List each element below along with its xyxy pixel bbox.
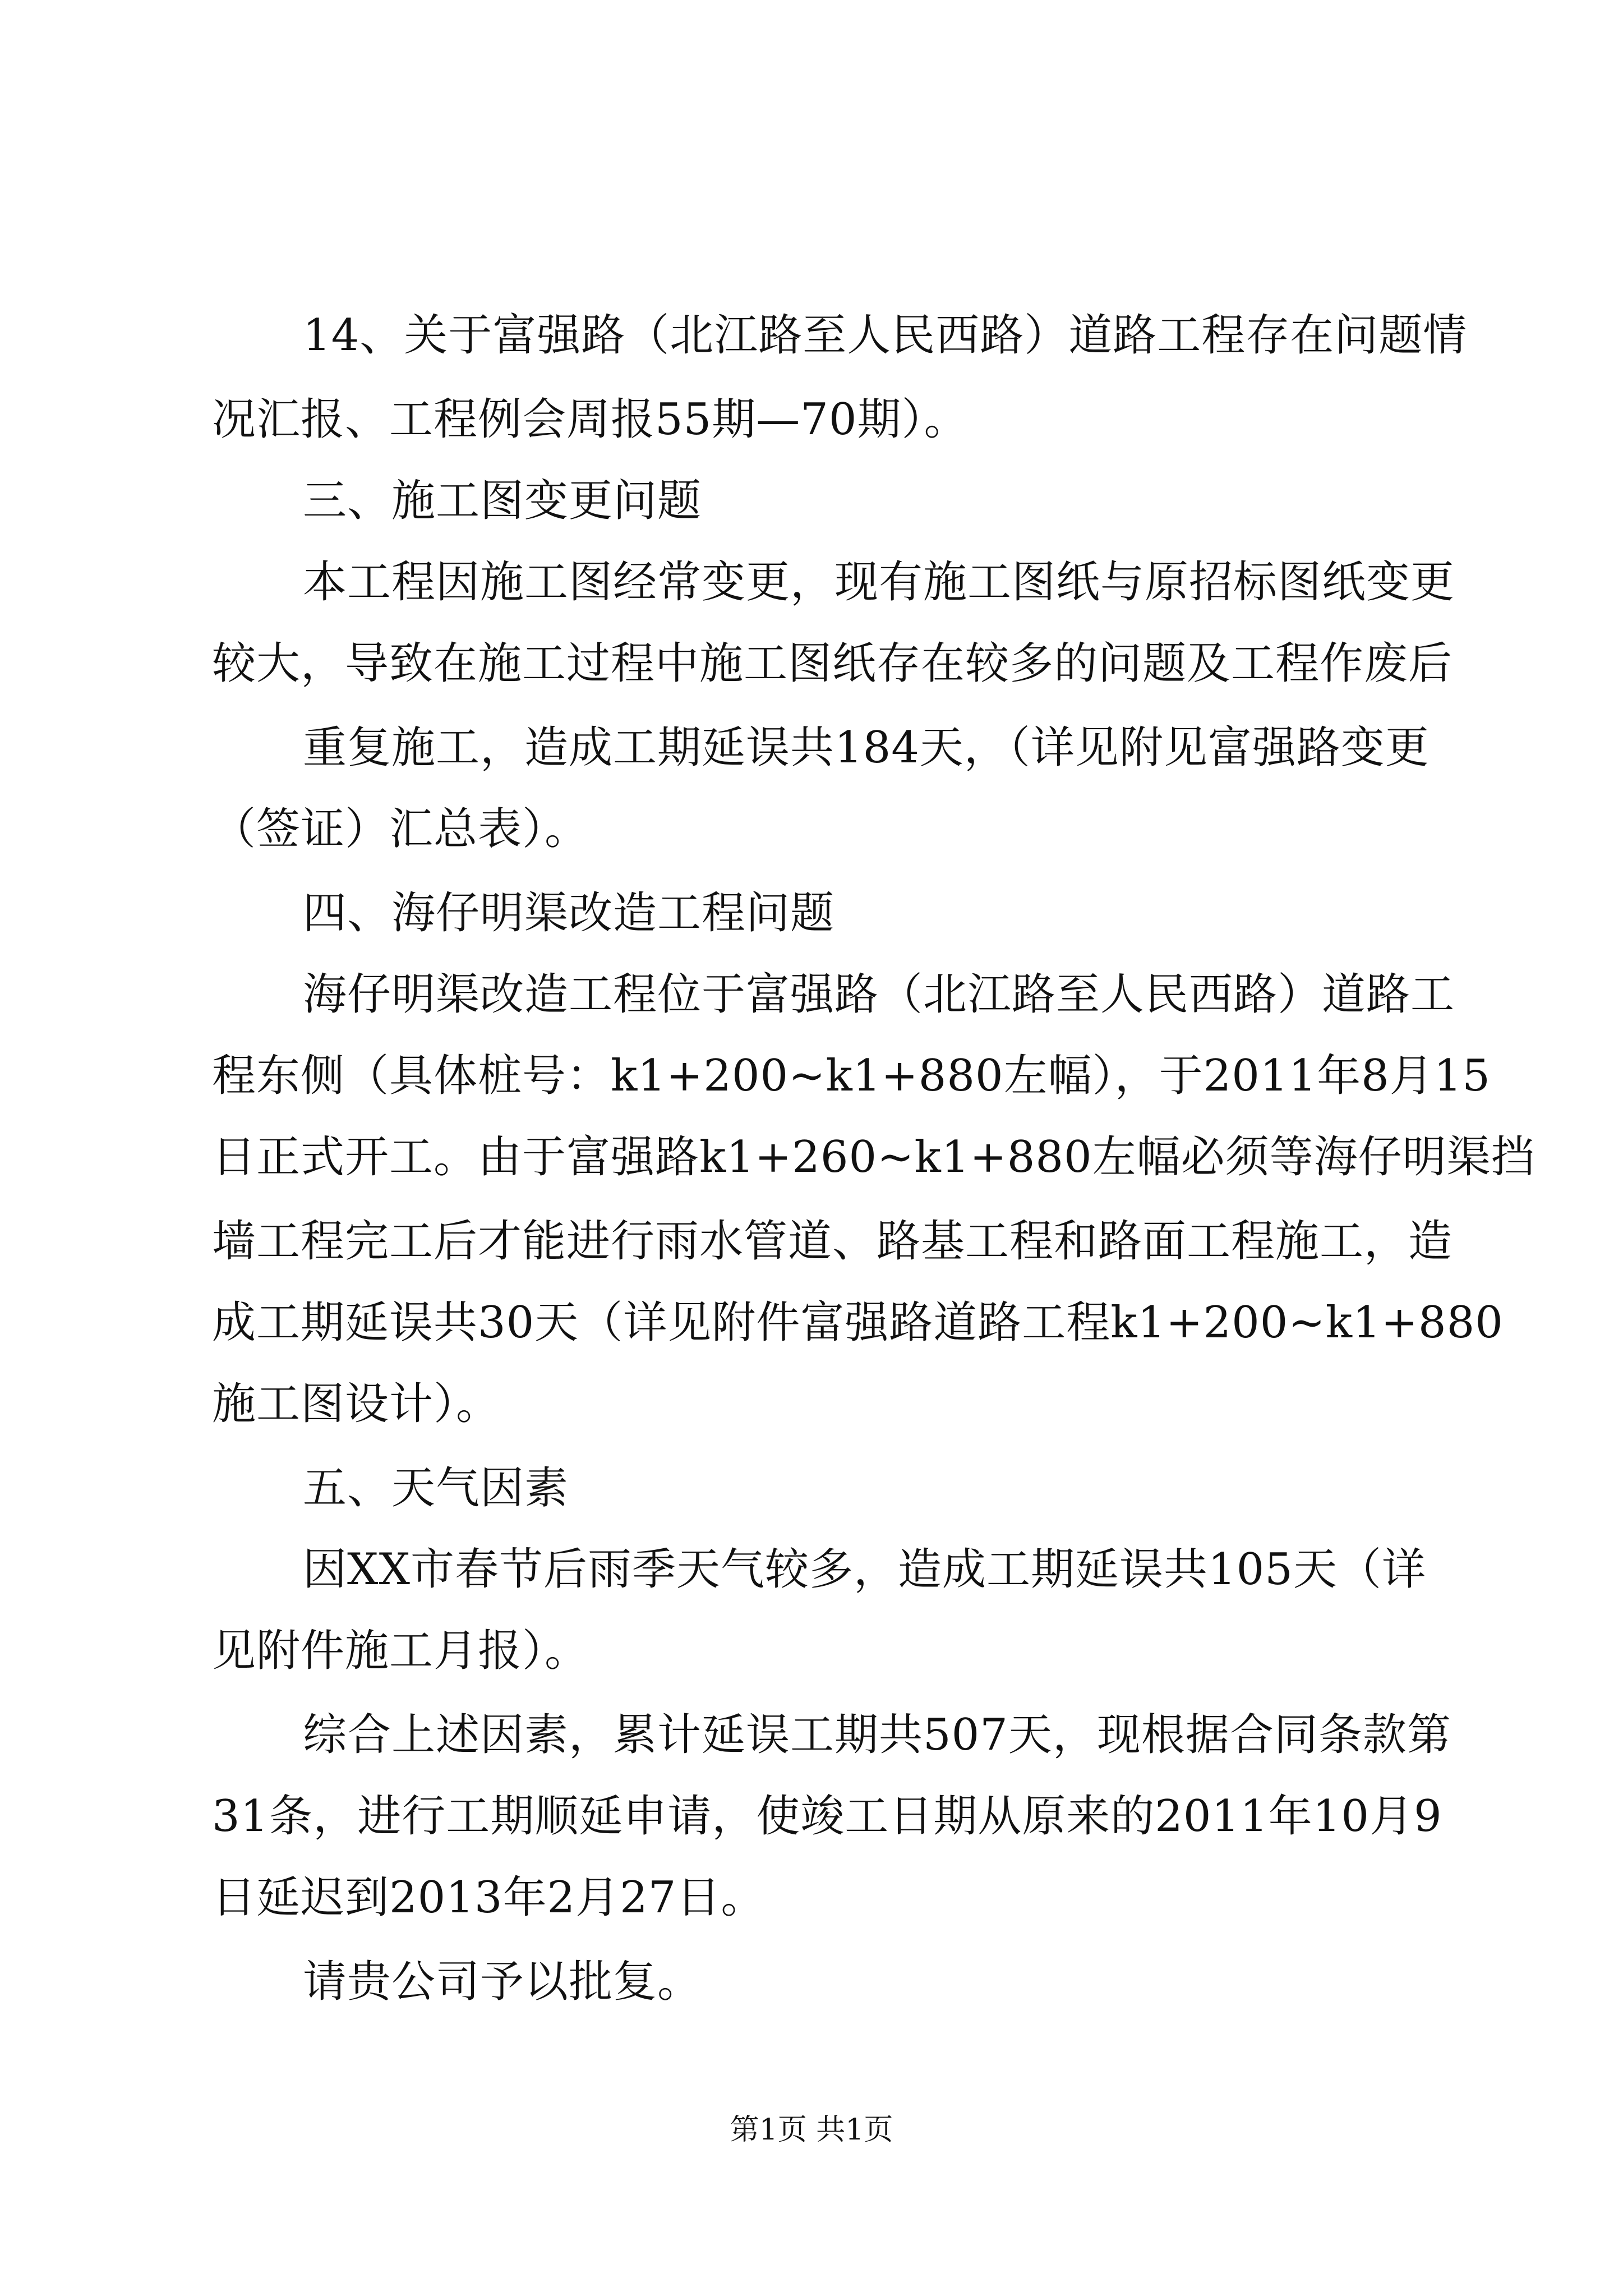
paragraph-line: 日正式开工。由于富强路k1+260~k1+880左幅必须等海仔明渠挡 (212, 1132, 1536, 1182)
closing-line: 请贵公司予以批复。 (303, 1957, 702, 2007)
paragraph-line: 本工程因施工图经常变更，现有施工图纸与原招标图纸变更 (303, 557, 1455, 608)
paragraph-line: 日延迟到2013年2月27日。 (212, 1872, 766, 1923)
paragraph-line: 14、关于富强路（北江路至人民西路）道路工程存在问题情 (303, 310, 1468, 361)
paragraph-line: 墙工程完工后才能进行雨水管道、路基工程和路面工程施工，造 (212, 1216, 1453, 1267)
paragraph-line: 见附件施工月报）。 (212, 1626, 589, 1676)
paragraph-line: 因XX市春节后雨季天气较多，造成工期延误共105天（详 (303, 1544, 1426, 1595)
paragraph-line: 海仔明渠改造工程位于富强路（北江路至人民西路）道路工 (303, 969, 1455, 1020)
paragraph-line: 成工期延误共30天（详见附件富强路道路工程k1+200~k1+880 (212, 1297, 1504, 1348)
paragraph-line: 较大，导致在施工过程中施工图纸存在较多的问题及工程作废后 (212, 638, 1453, 689)
section-heading: 五、天气因素 (303, 1463, 569, 1513)
paragraph-line: 31条，进行工期顺延申请，使竣工日期从原来的2011年10月9 (212, 1791, 1442, 1842)
paragraph-line: 综合上述因素，累计延误工期共507天，现根据合同条款第 (303, 1710, 1451, 1760)
paragraph-line: 程东侧（具体桩号：k1+200~k1+880左幅），于2011年8月15 (212, 1051, 1491, 1101)
section-heading: 四、海仔明渠改造工程问题 (303, 888, 835, 938)
section-heading: 三、施工图变更问题 (303, 476, 702, 526)
paragraph-line: 施工图设计）。 (212, 1379, 501, 1429)
paragraph-line: （签证）汇总表）。 (212, 804, 589, 854)
paragraph-line: 重复施工，造成工期延误共184天，（详见附见富强路变更 (303, 723, 1430, 773)
page-footer: 第1页 共1页 (730, 2113, 893, 2147)
paragraph-line: 况汇报、工程例会周报55期—70期）。 (212, 394, 969, 445)
